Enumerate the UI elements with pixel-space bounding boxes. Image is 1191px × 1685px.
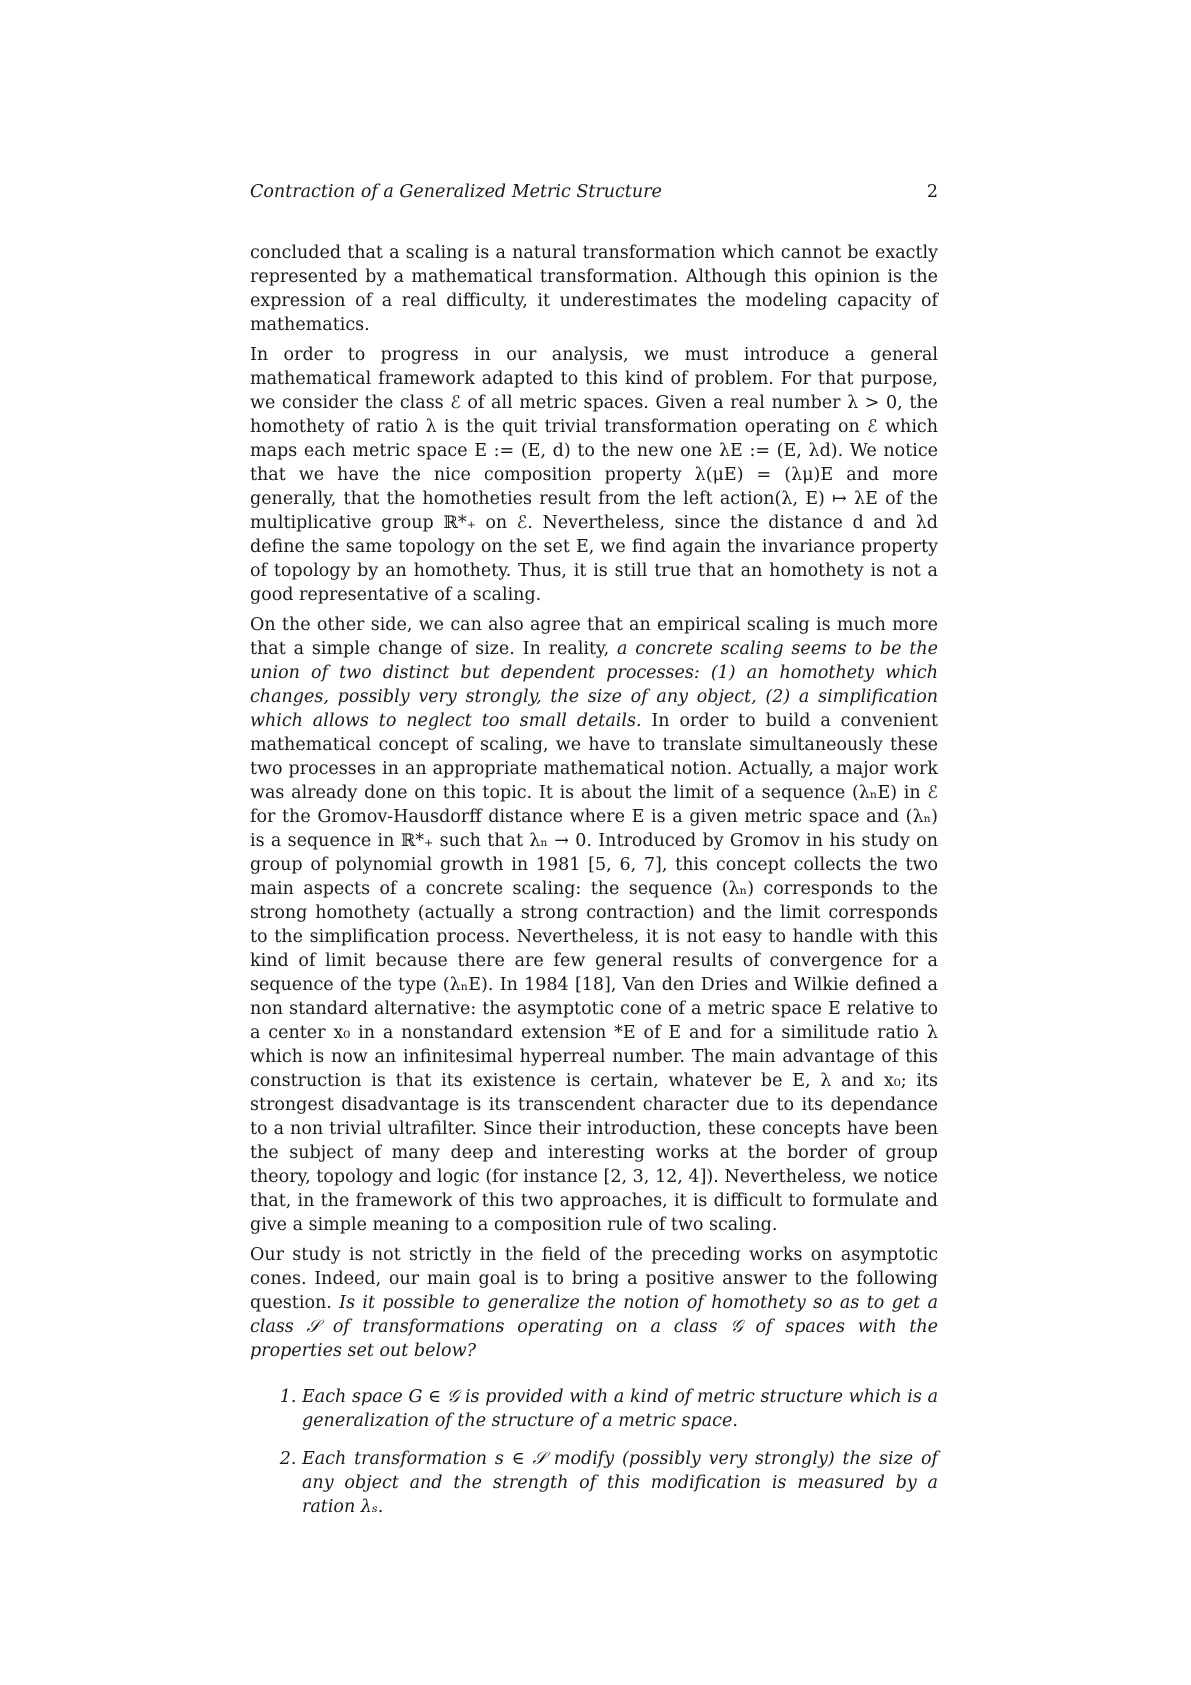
paragraph-3: [250, 613, 938, 1237]
paragraph-1: concluded that a scaling is a natural transformation which cannot be exactly represented by a mathematical transformation. Although this opinion is the expression of a real difficulty, it underestimates the modeling capacity of mathematics.: [250, 243, 938, 335]
paragraph-3-end: In order to build a convenient mathematical concept of scaling, we have to translate simultaneously these two processes in an appropriate mathematical notion. Actually, a major work was already done on this topic. It is about the limit of a sequence (λₙE) in ℰ for the Gromov-Hausdorff distance where E is a given metric space and (λₙ) is a sequence in ℝ*₊ such that λₙ → 0. Introduced by Gromov in his study on group of polynomial growth in 1981 [5, 6, 7], this concept collects the two main aspects of a concrete scaling: the sequence (λₙ) corresponds to the strong homothety (actually a strong contraction) and the limit corresponds to the simplification process. Nevertheless, it is not easy to handle with this kind of limit because there are few general results of convergence for a sequence of the type (λₙE). In 1984 [18], Van den Dries and Wilkie defined a non standard alternative: the asymptotic cone of a metric space E relative to a center x₀ in a nonstandard extension *E of E and for a similitude ratio λ which is now an infinitesimal hyperreal number. The main advantage of this construction is that its existence is certain, whatever be E, λ and x₀; its strongest disadvantage is its transcendent character due to its dependance to a non trivial ultrafilter. Since their introduction, these concepts have been the subject of many deep and interesting works at the border of group theory, topology and logic (for instance [2, 3, 12, 4]). Nevertheless, we notice that, in the framework of this two approaches, it is difficult to formulate and give a simple meaning to a composition rule of two scaling.: [250, 711, 938, 1235]
properties-list: [250, 1385, 938, 1519]
running-header: [250, 180, 938, 204]
paragraph-4-start: Our study is not strictly in the field of the preceding works on asymptotic cones. Indeed, our main goal is to bring a positive answer to the following question.: [250, 1245, 938, 1313]
running-title: Contraction of a Generalized Metric Structure: [250, 182, 662, 202]
paragraph-3-emphasis: a concrete scaling seems to be the union of two distinct but dependent processes: (1) an homothety which changes, possibly very strongly, the size of any object, (2) a simplification which allows to neglect too small details.: [250, 639, 938, 731]
paragraph-3-start: On the other side, we can also agree that an empirical scaling is much more that a simple change of size. In reality,: [250, 615, 938, 659]
list-item: 2. Each transformation s ∈ 𝒮 modify (possibly very strongly) the size of any object and the strength of this modification is measured by a ration λₛ.: [302, 1447, 938, 1519]
paragraph-4: [250, 1243, 938, 1363]
document-page: [250, 180, 938, 1533]
paragraph-2: In order to progress in our analysis, we must introduce a general mathematical framework adapted to this kind of problem. For that purpose, we consider the class ℰ of all metric spaces. Given a real number λ > 0, the homothety of ratio λ is the quit trivial transformation operating on ℰ which maps each metric space E := (E, d) to the new one λE := (E, λd). We notice that we have the nice composition property λ(μE) = (λμ)E and more generally, that the homotheties result from the left action(λ, E) ↦ λE of the multiplicative group ℝ*₊ on ℰ. Nevertheless, since the distance d and λd define the same topology on the set E, we find again the invariance property of topology by an homothety. Thus, it is still true that an homothety is not a good representative of a scaling.: [250, 345, 938, 605]
paragraph-4-question: Is it possible to generalize the notion of homothety so as to get a class 𝒮 of transformations operating on a class 𝒢 of spaces with the properties set out below?: [250, 1293, 938, 1361]
page-number: 2: [926, 182, 938, 202]
list-item: 1. Each space G ∈ 𝒢 is provided with a kind of metric structure which is a generalization of the structure of a metric space.: [302, 1385, 938, 1433]
